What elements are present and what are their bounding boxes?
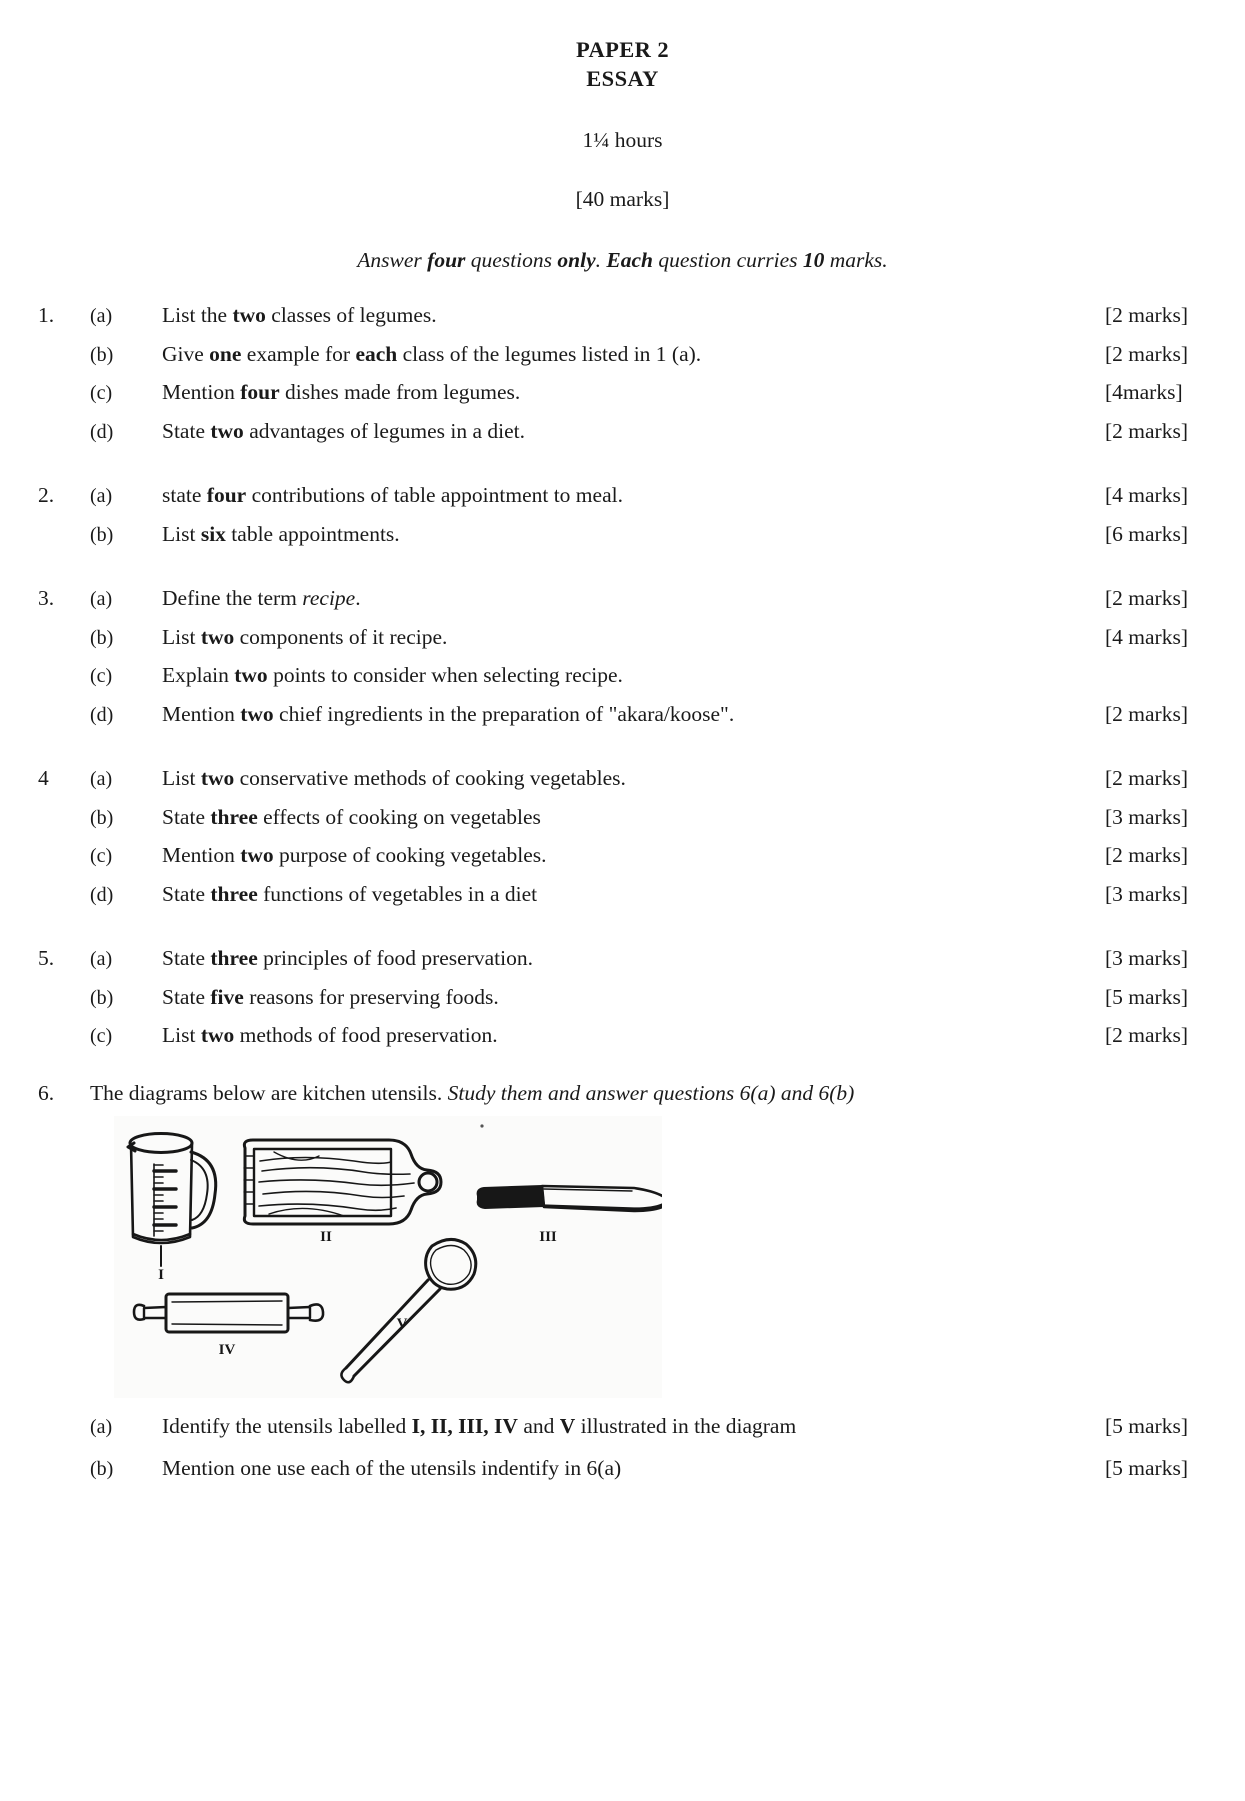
question-text-bold: one xyxy=(209,341,242,366)
question-part-marks: [3 marks] xyxy=(1105,881,1188,906)
question-part-letter: (d) xyxy=(90,420,114,443)
q6a-pre: Identify the utensils labelled xyxy=(162,1414,412,1439)
instruction-bold-each: Each xyxy=(606,247,653,272)
question-part-row xyxy=(22,1406,1223,1448)
question-text-bold: four xyxy=(206,483,247,508)
question-part-row xyxy=(22,618,1223,657)
question-part-letter: (c) xyxy=(90,665,113,688)
questions-list xyxy=(22,297,1223,1056)
instruction-part-1: Answer xyxy=(357,247,428,272)
question-part-letter: (b) xyxy=(90,523,114,546)
question-text-bold: two xyxy=(200,1023,235,1048)
question-part-marks: [6 marks] xyxy=(1105,521,1188,546)
question-part-letter: (b) xyxy=(90,343,114,366)
figure-label-III: III xyxy=(539,1229,557,1246)
question-part-marks: [4 marks] xyxy=(1105,483,1188,508)
question-text-post: components of it recipe. xyxy=(234,624,448,649)
question-part-row xyxy=(22,412,1223,451)
question-part-row xyxy=(22,978,1223,1017)
question-text-pre: Explain xyxy=(162,663,235,688)
question-part-text xyxy=(162,382,1105,404)
q6a-bold-v: V xyxy=(559,1414,576,1439)
question-part-letter: (d) xyxy=(90,883,114,906)
question-part-text xyxy=(162,804,1105,829)
instruction-part-2: questions xyxy=(465,247,558,272)
question-text-pre: State xyxy=(162,984,211,1009)
question-text-post: effects of cooking on vegetables xyxy=(257,804,541,829)
question-group xyxy=(22,940,1223,1056)
question-part-marks: [4 marks] xyxy=(1105,624,1188,649)
question-6-intro-text xyxy=(90,1081,1223,1106)
question-part-text xyxy=(162,341,1105,366)
question-part-letter: (b) xyxy=(90,806,114,829)
paper-header xyxy=(22,36,1223,273)
question-text-pre: List the xyxy=(162,303,233,328)
figure-label-V: V xyxy=(396,1316,408,1333)
page-subtitle: ESSAY xyxy=(586,65,659,91)
question-part-row xyxy=(22,374,1223,413)
question-number: 6. xyxy=(38,1081,55,1106)
scan-artifact-dot xyxy=(480,1124,483,1127)
question-text-post: points to consider when selecting recipe. xyxy=(267,663,623,688)
q6-intro-italic: Study them and answer questions 6(a) and 6(b) xyxy=(447,1081,855,1106)
question-part-marks: [2 marks] xyxy=(1105,843,1188,868)
question-text-post: dishes made from legumes. xyxy=(279,380,521,405)
q6a-mid: and xyxy=(517,1414,560,1439)
question-part-marks: [2 marks] xyxy=(1105,701,1188,726)
question-text-bold: three xyxy=(210,804,258,829)
question-text-bold: five xyxy=(210,984,244,1009)
question-part-text xyxy=(162,624,1105,649)
question-part-row xyxy=(22,837,1223,876)
question-part-text xyxy=(162,768,1105,790)
question-part-letter: (b) xyxy=(90,1457,114,1480)
instruction-bold-four: four xyxy=(427,247,466,272)
question-part-text: Mention one use each of the utensils indentify in 6(a) xyxy=(162,1455,622,1480)
question-text-pre: List xyxy=(162,1023,201,1048)
question-number: 5. xyxy=(38,946,55,971)
question-part-letter: (a) xyxy=(90,588,113,611)
question-part-row xyxy=(22,760,1223,799)
question-text-pre: State xyxy=(162,946,211,971)
instruction-part-3: . xyxy=(595,247,607,272)
question-part-text xyxy=(162,984,1105,1009)
question-text-pre: Give xyxy=(162,341,210,366)
question-text-post: . xyxy=(355,586,361,611)
total-marks: [40 marks] xyxy=(575,186,670,211)
question-part-row xyxy=(22,335,1223,374)
question-text-pre: List xyxy=(162,521,201,546)
question-part-letter: (b) xyxy=(90,626,114,649)
question-part-text xyxy=(162,948,1105,970)
question-text-bold: two xyxy=(200,766,235,791)
question-text-post: example for xyxy=(241,341,356,366)
question-text-bold: two xyxy=(210,418,244,443)
instruction-bold-ten: 10 xyxy=(802,247,825,272)
question-text-pre: List xyxy=(162,624,201,649)
question-part-row xyxy=(22,875,1223,914)
question-part-marks: [5 marks] xyxy=(1105,984,1188,1009)
figure-label-II: II xyxy=(320,1229,332,1246)
question-part-text xyxy=(162,665,1105,687)
question-part-letter: (a) xyxy=(90,948,113,971)
question-part-marks: [3 marks] xyxy=(1105,946,1188,971)
exam-duration: 1¼ hours xyxy=(582,127,663,152)
question-group-6 xyxy=(22,1081,1223,1489)
question-part-row xyxy=(22,798,1223,837)
q6a-bold-labels: I, II, III, IV xyxy=(411,1414,518,1439)
kitchen-utensils-figure xyxy=(114,1116,662,1398)
question-part-marks: [3 marks] xyxy=(1105,804,1188,829)
question-text-pre: Mention xyxy=(162,701,241,726)
question-part-letter: (c) xyxy=(90,845,113,868)
question-text-bold: two xyxy=(234,663,268,688)
question-part-text xyxy=(162,1416,1105,1438)
question-part-marks: [2 marks] xyxy=(1105,1023,1188,1048)
question-6-intro xyxy=(22,1081,1223,1106)
question-part-marks: [2 marks] xyxy=(1105,418,1188,443)
instruction-part-4: question curries xyxy=(652,247,803,272)
question-text-bold: four xyxy=(240,380,280,405)
question-text-pre: state xyxy=(162,483,207,508)
question-part-letter: (c) xyxy=(90,1025,113,1048)
question-part-letter: (a) xyxy=(90,485,113,508)
question-6-parts xyxy=(22,1406,1223,1489)
question-text-pre: State xyxy=(162,804,211,829)
question-text-post: chief ingredients in the preparation of "akara/koose". xyxy=(273,701,735,726)
instruction-bold-only: only xyxy=(557,247,596,272)
question-part-text xyxy=(162,418,1105,443)
question-part-row xyxy=(22,695,1223,734)
question-part-letter: (b) xyxy=(90,986,114,1009)
question-number: 4 xyxy=(38,766,49,791)
question-text-post2: class of the legumes listed in 1 (a). xyxy=(397,341,702,366)
exam-instruction xyxy=(22,248,1223,273)
question-part-row xyxy=(22,515,1223,554)
page-title: PAPER 2 xyxy=(576,37,669,62)
question-part-row xyxy=(22,297,1223,336)
question-text-bold: two xyxy=(232,303,266,328)
question-group xyxy=(22,760,1223,914)
question-text-pre: State xyxy=(162,418,211,443)
question-text-post: purpose of cooking vegetables. xyxy=(273,843,547,868)
question-part-text xyxy=(162,881,1105,906)
figure-label-IV: IV xyxy=(218,1342,236,1359)
question-text-post: conservative methods of cooking vegetables. xyxy=(234,766,626,791)
question-part-letter: (d) xyxy=(90,703,114,726)
question-part-row xyxy=(22,1448,1223,1490)
question-part-text xyxy=(162,521,1105,546)
q6-intro-plain: The diagrams below are kitchen utensils. xyxy=(90,1081,448,1106)
question-part-marks: [2 marks] xyxy=(1105,586,1188,611)
question-text-bold: three xyxy=(210,946,258,971)
question-text-post: principles of food preservation. xyxy=(257,946,533,971)
question-text-post: table appointments. xyxy=(225,521,400,546)
question-part-row xyxy=(22,580,1223,619)
question-text-italic: recipe xyxy=(302,586,356,611)
question-number: 1. xyxy=(38,303,55,328)
question-text-bold: two xyxy=(240,843,274,868)
question-part-row xyxy=(22,1017,1223,1056)
question-part-row xyxy=(22,477,1223,516)
question-group xyxy=(22,477,1223,554)
question-part-text xyxy=(162,701,1105,726)
question-text-post: functions of vegetables in a diet xyxy=(257,881,538,906)
question-text-post: contributions of table appointment to meal. xyxy=(246,483,623,508)
question-text-pre: State xyxy=(162,881,211,906)
question-text-bold: two xyxy=(240,701,274,726)
question-part-letter: (a) xyxy=(90,768,113,791)
question-part-row xyxy=(22,940,1223,979)
question-text-bold: six xyxy=(200,521,226,546)
figure-label-I: I xyxy=(158,1267,164,1284)
question-text-bold2: each xyxy=(355,341,398,366)
question-number: 3. xyxy=(38,586,55,611)
question-part-text xyxy=(162,845,1105,867)
question-part-text xyxy=(162,588,1105,610)
question-number: 2. xyxy=(38,483,55,508)
question-text-bold: three xyxy=(210,881,258,906)
question-part-marks: [2 marks] xyxy=(1105,341,1188,366)
question-text-pre: List xyxy=(162,766,201,791)
q6a-post: illustrated in the diagram xyxy=(575,1414,797,1439)
question-text-post: classes of legumes. xyxy=(265,303,437,328)
question-text-bold: two xyxy=(200,624,235,649)
question-part-letter: (a) xyxy=(90,305,113,328)
question-text-post: methods of food preservation. xyxy=(234,1023,498,1048)
instruction-part-5: marks. xyxy=(824,247,888,272)
question-part-marks: [5 marks] xyxy=(1105,1414,1188,1439)
question-part-text xyxy=(162,485,1105,507)
question-part-row xyxy=(22,657,1223,696)
question-part-marks: [2 marks] xyxy=(1105,766,1188,791)
question-part-letter: (c) xyxy=(90,382,113,405)
question-part-text xyxy=(162,305,1105,327)
question-group xyxy=(22,297,1223,451)
question-group xyxy=(22,580,1223,734)
question-text-pre: Mention xyxy=(162,380,241,405)
question-text-post: reasons for preserving foods. xyxy=(243,984,499,1009)
question-part-marks: [4marks] xyxy=(1105,380,1183,405)
question-text-post: advantages of legumes in a diet. xyxy=(243,418,526,443)
question-part-letter: (a) xyxy=(90,1416,113,1439)
question-text-pre: Define the term xyxy=(162,586,303,611)
question-part-marks: [2 marks] xyxy=(1105,303,1188,328)
question-text-pre: Mention xyxy=(162,843,241,868)
question-part-marks: [5 marks] xyxy=(1105,1455,1188,1480)
question-part-text xyxy=(162,1025,1105,1047)
